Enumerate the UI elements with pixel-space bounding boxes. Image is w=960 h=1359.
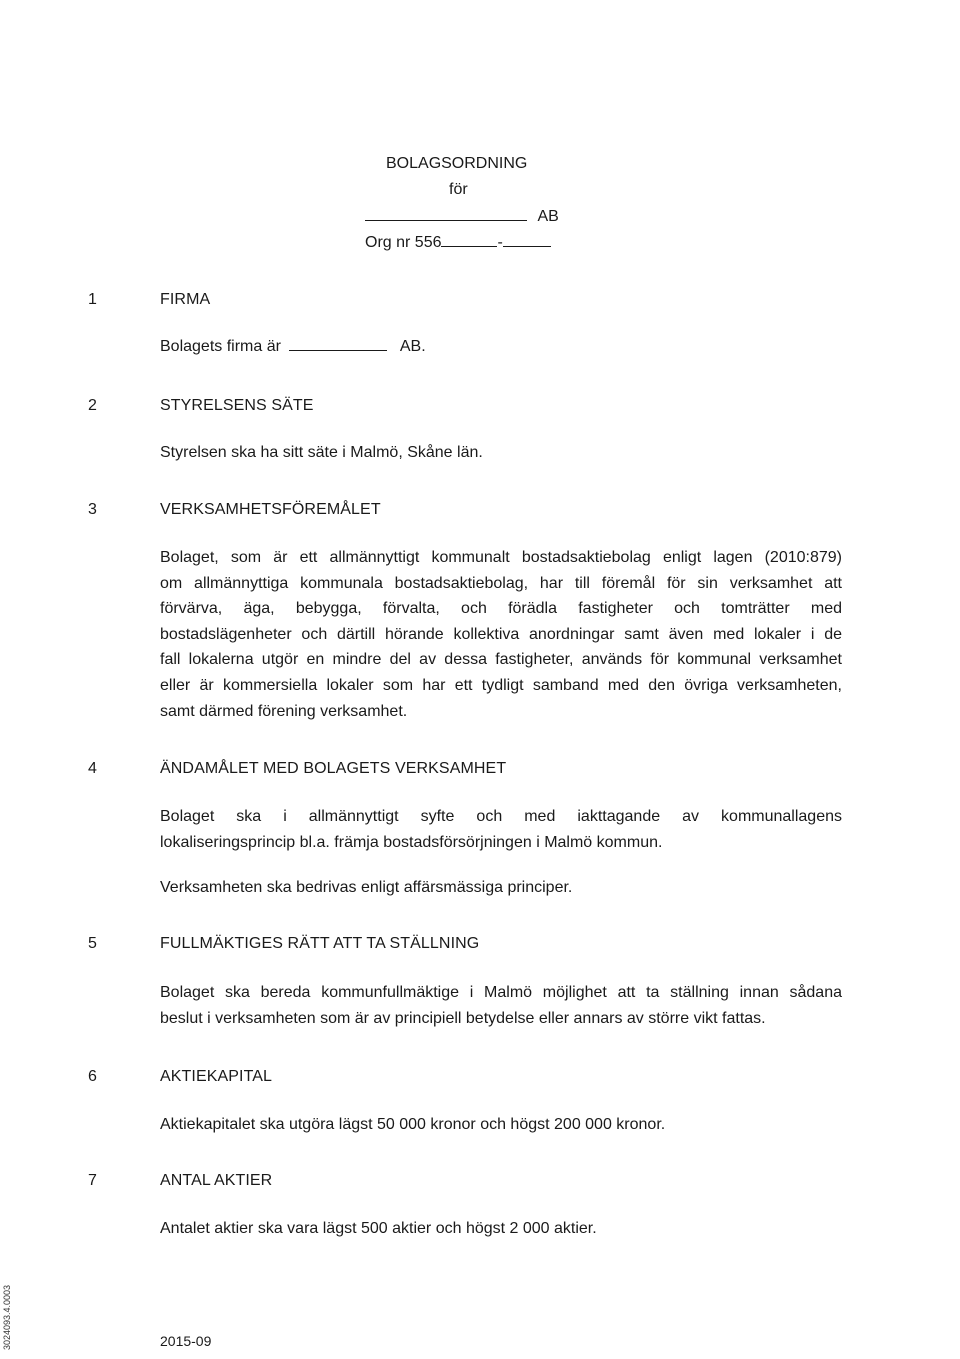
section-heading: FULLMÄKTIGES RÄTT ATT TA STÄLLNING	[160, 935, 480, 952]
section-paragraph	[160, 980, 842, 1031]
org-number-line	[365, 232, 551, 252]
section-number: 2	[88, 397, 97, 414]
section-paragraph	[160, 545, 842, 724]
org-number-blank-1	[441, 232, 497, 247]
title-ab: AB	[537, 208, 559, 225]
section-number: 5	[88, 935, 97, 952]
footer-date: 2015-09	[160, 1333, 212, 1349]
section-number: 6	[88, 1068, 97, 1085]
section-heading: VERKSAMHETSFÖREMÅLET	[160, 501, 381, 518]
section-text: Styrelsen ska ha sitt säte i Malmö, Skåne län.	[160, 444, 483, 461]
section-number: 1	[88, 291, 97, 308]
company-name-blank	[365, 206, 527, 221]
title-company-line	[365, 206, 559, 226]
document-title: BOLAGSORDNING	[386, 155, 528, 172]
section-heading: STYRELSENS SÄTE	[160, 397, 314, 414]
paragraph-line: Bolaget ska i allmännyttigt syfte och med iakttagande av kommunallagens	[160, 808, 842, 825]
document-code: 3024093.4.0003	[2, 1284, 12, 1350]
firma-paragraph	[160, 334, 842, 360]
section-number: 7	[88, 1172, 97, 1189]
firma-prefix: Bolagets firma är	[160, 338, 281, 355]
section-text: Antalet aktier ska vara lägst 500 aktier och högst 2 000 aktier.	[160, 1220, 597, 1237]
paragraph-line: förvärva, äga, bebygga, förvalta, och förädla fastigheter och tomträtter med	[160, 600, 842, 618]
paragraph-line: eller är kommersiella lokaler som har ett tydligt samband med den övriga verksamheten,	[160, 676, 842, 694]
paragraph-line: Bolaget ska bereda kommunfullmäktige i Malmö möjlighet att ta ställning innan sådana	[160, 984, 842, 1001]
paragraph-line: fall lokalerna utgör en mindre del av dessa fastigheter, används för kommunal verksamhet	[160, 651, 842, 669]
paragraph-line: beslut i verksamheten som är av principiell betydelse eller annars av större vikt fattas.	[160, 1009, 766, 1027]
paragraph-line: om allmännyttiga kommunala bostadsaktiebolag, har till föremål för sin verksamhet att	[160, 574, 842, 592]
paragraph-line: samt därmed förening verksamhet.	[160, 702, 408, 720]
firma-blank	[289, 336, 387, 351]
org-number-separator: -	[497, 234, 503, 251]
section-heading: AKTIEKAPITAL	[160, 1068, 273, 1085]
section-paragraph	[160, 804, 842, 855]
firma-suffix: AB.	[399, 338, 426, 355]
paragraph-line: lokaliseringsprincip bl.a. främja bostadsförsörjningen i Malmö kommun.	[160, 833, 663, 851]
title-for: för	[449, 181, 468, 198]
section-text: Verksamheten ska bedrivas enligt affärsmässiga principer.	[160, 879, 573, 896]
section-heading: ANTAL AKTIER	[160, 1172, 273, 1189]
paragraph-line: Bolaget, som är ett allmännyttigt kommunalt bostadsaktiebolag enligt lagen (2010:879)	[160, 549, 842, 566]
section-number: 4	[88, 760, 97, 777]
org-number-blank-2	[503, 232, 551, 247]
section-text: Aktiekapitalet ska utgöra lägst 50 000 kronor och högst 200 000 kronor.	[160, 1116, 666, 1133]
section-number: 3	[88, 501, 97, 518]
paragraph-line: bostadslägenheter och därtill hörande kollektiva anordningar samt även med lokaler i de	[160, 625, 842, 643]
section-heading: FIRMA	[160, 291, 211, 308]
section-heading: ÄNDAMÅLET MED BOLAGETS VERKSAMHET	[160, 760, 507, 777]
org-number-prefix: Org nr 556	[365, 234, 442, 251]
